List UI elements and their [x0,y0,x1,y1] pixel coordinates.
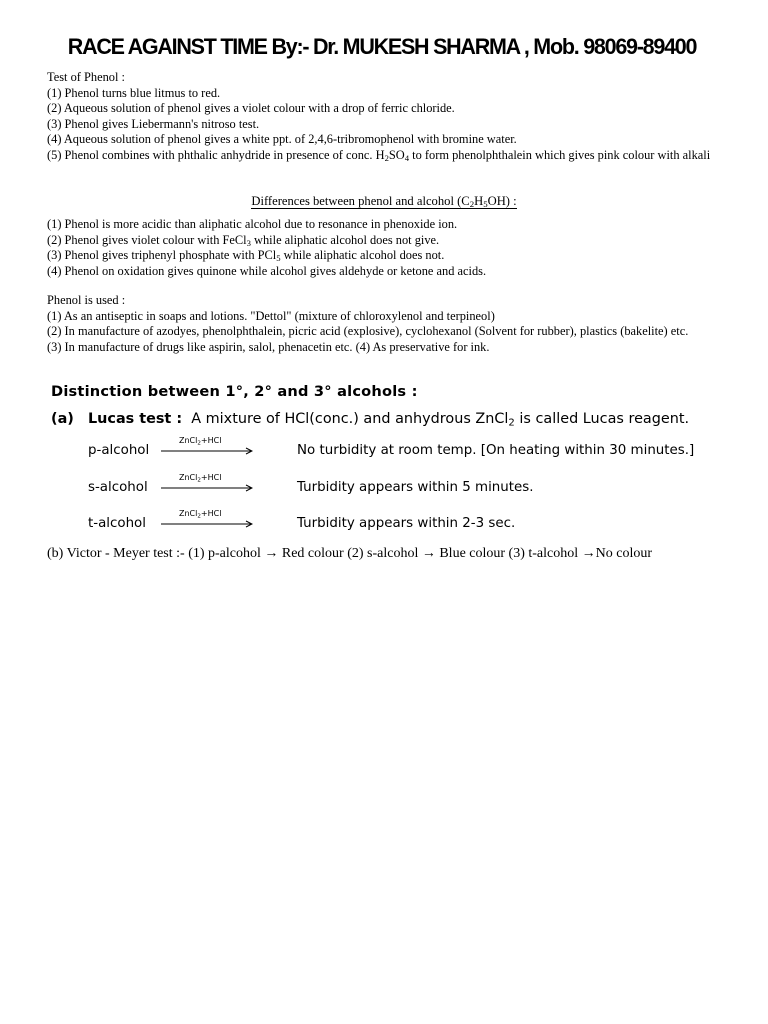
tests-heading: Test of Phenol : [47,70,125,84]
lucas-result: Turbidity appears within 5 minutes. [297,480,534,495]
page-header: RACE AGAINST TIME By:- Dr. MUKESH SHARMA , Mob. 98069-89400 [67,34,697,59]
reaction-arrow-icon [161,473,253,493]
lucas-label: (a) [51,411,74,427]
distinction-title: Distinction between 1°, 2° and 3° alcohols : [51,383,418,400]
lucas-test-line [51,411,689,427]
use-item-3: (3) In manufacture of drugs like aspirin, salol, phenacetin etc. (4) As preservative for ink. [47,339,490,354]
difference-item-4: (4) Phenol on oxidation gives quinone while alcohol gives aldehyde or ketone and acids. [47,263,487,278]
alcohol-type: s-alcohol [88,480,148,495]
test-item-2: (2) Aqueous solution of phenol gives a violet colour with a drop of ferric chloride. [47,101,455,116]
differences-title: Differences between phenol and alcohol $(C_2H_5OH)$ : [251,194,517,210]
difference-item-2: (2) Phenol gives violet colour with FeCl$_3$ while aliphatic alcohol does not give. [47,232,440,248]
difference-item-1: (1) Phenol is more acidic than aliphatic alcohol due to resonance in phenoxide ion. [47,217,458,231]
lucas-description: A mixture of HCl(conc.) and anhydrous ZnCl$_2$ is called Lucas reagent. [191,411,690,429]
alcohol-type: p-alcohol [88,443,150,458]
reagent-label: ZnCl$_2$+HCl [179,436,222,447]
lucas-result: Turbidity appears within 2-3 sec. [297,516,516,531]
reagent-label: ZnCl$_2$+HCl [179,473,222,484]
phenol-tests-section [47,70,722,164]
difference-item-3: (3) Phenol gives triphenyl phosphate with PCl$_5$ while aliphatic alcohol does not. [47,248,445,264]
uses-heading: Phenol is used : [47,293,126,307]
reaction-arrow-icon [161,509,253,529]
test-item-3: (3) Phenol gives Liebermann's nitroso test. [47,116,260,131]
lucas-name: Lucas test : [88,411,183,427]
reaction-arrow-icon [161,436,253,456]
victor-meyer-test: (b) Victor - Meyer test :- (1) p-alcohol → Red colour (2) s-alcohol → Blue colour (3) t-alcohol →No colour [47,546,653,561]
test-item-4: (4) Aqueous solution of phenol gives a white ppt. of 2,4,6-tribromophenol with bromine water. [47,132,517,147]
use-item-2: (2) In manufacture of azodyes, phenolphthalein, picric acid (explosive), cyclohexanol (Solvent for rubber), plastics (bakelite) etc. [47,324,689,339]
test-item-5: (5) Phenol combines with phthalic anhydride in presence of conc. $H_2SO_4$ to form phenolphthalein which gives pink colour with alkali [47,147,711,164]
differences-list [47,217,722,279]
use-item-1: (1) As an antiseptic in soaps and lotions. "Dettol" (mixture of chloroxylenol and terpineol) [47,308,495,323]
phenol-uses-section [47,293,722,355]
alcohol-type: t-alcohol [88,516,146,531]
reagent-label: ZnCl$_2$+HCl [179,509,222,520]
test-item-1: (1) Phenol turns blue litmus to red. [47,85,221,100]
lucas-result: No turbidity at room temp. [On heating within 30 minutes.] [297,443,695,458]
